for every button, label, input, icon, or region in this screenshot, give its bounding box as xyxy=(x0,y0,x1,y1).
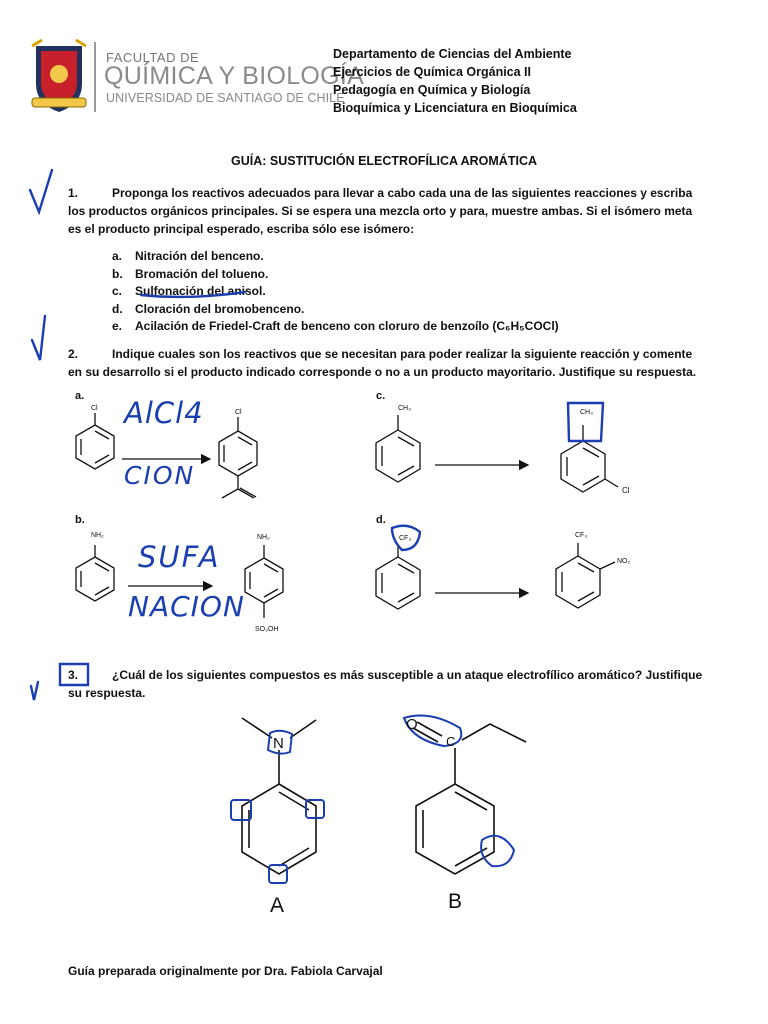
underline-mark xyxy=(141,292,245,297)
handwritten-reagent: NACION xyxy=(128,590,245,623)
question-number-box xyxy=(60,664,88,685)
handwritten-box xyxy=(568,403,603,441)
substituent-label: NH₂ xyxy=(257,534,270,541)
part-label-b: b. xyxy=(75,514,85,526)
list-item: c. Sulfonación del anisol. xyxy=(112,284,266,298)
part-label-d: d. xyxy=(376,514,386,526)
dept-line: Departamento de Ciencias del Ambiente xyxy=(333,47,572,61)
handwritten-reagent: AlCl4 xyxy=(124,396,204,430)
substituent-label: Cl xyxy=(235,409,242,416)
list-item: e. Acilación de Friedel-Craft de benceno con cloruro de benzoílo (C₆H₅COCl) xyxy=(112,319,559,333)
logo-faculty-line: FACULTAD DE xyxy=(106,50,200,65)
compound-label-b: B xyxy=(448,890,463,913)
handwritten-reagent: SUFA xyxy=(138,540,221,574)
question-number: 2. xyxy=(68,347,79,361)
handwritten-reagent: CION xyxy=(124,461,196,490)
logo-university-name: UNIVERSIDAD DE SANTIAGO DE CHILE xyxy=(106,91,345,105)
atom-label-c: C xyxy=(446,734,456,749)
substituent-label: SO₃OH xyxy=(255,626,279,633)
substituent-label: NO₂ xyxy=(617,558,631,565)
question-text: Proponga los reactivos adecuados para llevar a cabo cada una de las siguientes reacciones y escriba los productos orgánicos principales. Si se espera una mezcla orto y para, muestre ambas. Si el isómero meta es el producto principal esperado, escriba sólo ese isómero: xyxy=(68,186,693,236)
dept-line: Ejercicios de Química Orgánica II xyxy=(333,65,531,79)
list-item: d. Cloración del bromobenceno. xyxy=(112,301,305,316)
substituent-label: Cl xyxy=(91,405,98,412)
check-mark-icon xyxy=(32,316,45,360)
substituent-label: CH₃ xyxy=(398,405,411,412)
part-label-c: c. xyxy=(376,390,386,402)
dept-line: Bioquímica y Licenciatura en Bioquímica xyxy=(333,101,577,115)
list-item: b. Bromación del tolueno. xyxy=(112,266,269,281)
list-item: a. Nitración del benceno. xyxy=(112,249,264,263)
atom-label-n: N xyxy=(273,735,284,752)
substituent-label: CF₃ xyxy=(575,532,588,539)
substituent-label: Cl xyxy=(622,486,630,495)
logo-faculty-name: QUÍMICA Y BIOLOGÍA xyxy=(104,62,365,90)
substituent-label: CF₃ xyxy=(399,535,412,542)
question-number: 3. xyxy=(68,668,79,682)
question-text: ¿Cuál de los siguientes compuestos es más susceptible a un ataque electrofílico aromático? Justifique su respuesta. xyxy=(68,668,703,700)
handwritten-circle xyxy=(392,526,420,550)
question-number: 1. xyxy=(68,186,79,200)
check-mark-icon xyxy=(30,170,52,212)
footer-credit: Guía preparada originalmente por Dra. Fabiola Carvajal xyxy=(68,964,383,978)
question-text: Indique cuales son los reactivos que se necesitan para poder realizar la siguiente reacción y comente en su desarrollo si el producto indicado corresponde o no a un producto mayoritario. Justifique su respuesta. xyxy=(68,347,697,379)
page-title: GUÍA: SUSTITUCIÓN ELECTROFÍLICA AROMÁTICA xyxy=(231,154,537,168)
part-label-a: a. xyxy=(75,390,85,402)
check-mark-icon xyxy=(31,682,38,700)
atom-label-o: O xyxy=(406,716,418,733)
compound-label-a: A xyxy=(270,894,285,917)
substituent-label: CH₃ xyxy=(580,409,593,416)
dept-line: Pedagogía en Química y Biología xyxy=(333,83,531,97)
substituent-label: NH₂ xyxy=(91,532,104,539)
